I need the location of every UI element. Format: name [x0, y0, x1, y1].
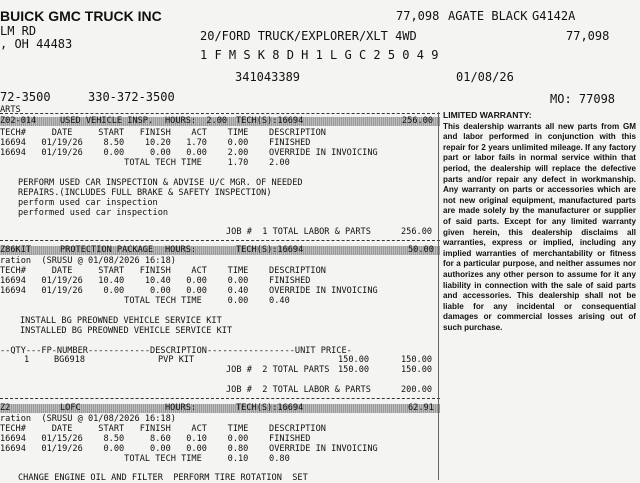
job-note: INSTALLED BG PREOWNED VEHICLE SERVICE KIT — [20, 326, 233, 336]
limited-warranty — [443, 110, 636, 333]
job-hours: HOURS: — [165, 245, 197, 255]
parts-total-extended: 150.00 — [401, 365, 433, 375]
warranty-divider — [438, 112, 439, 480]
parts-header: --QTY---FP-NUMBER------------DESCRIPTION-----------------UNIT PRICE- — [0, 346, 352, 356]
tech-row: 16694 01/19/26 10.40 10.40 0.00 0.00 FINISHED — [0, 276, 311, 286]
tech-header: TECH# DATE START FINISH ACT TIME DESCRIPTION — [0, 128, 326, 138]
job-code: Z86KIT — [0, 245, 32, 255]
part-number: BG6918 — [54, 355, 86, 365]
warranty-text: This dealership warrants all new parts from GM and labor performed in conjunction with this repair for 2 years unlimited mileage. If any factory part or labor fails in normal service within that period, the dealership will replace the defective parts and/or repair any defect in workmanship. Any warranty on parts or accessories which are not new original equipment, manufactured parts are made solely by the manufacturer or supplier of said parts. Except for any limited warranty given herein, this dealership disclaims all warranties, express or implied, including any implied warranties of merchantability or fitness for a particular purpose, and neither assumes nor authorizes any other person to assume for it any liability in connection with the sale of said parts and accessories. This dealership shall not be liable for any incidental or consequential damages or commercial losses arising out of such purchase. — [443, 121, 636, 332]
address-line1: LM RD — [0, 24, 37, 38]
job-code: Z02-014 — [0, 116, 37, 126]
tech-total: TOTAL TECH TIME 0.00 0.40 — [0, 296, 290, 306]
tech-header: TECH# DATE START FINISH ACT TIME DESCRIPTION — [0, 266, 326, 276]
job-desc: LOFC — [60, 403, 81, 413]
mileage-secondary: 77,098 — [566, 29, 610, 43]
part-unit-price: 150.00 — [338, 355, 370, 365]
job-bar-1 — [0, 117, 440, 126]
tech-total: TOTAL TECH TIME 0.10 0.80 — [0, 454, 290, 464]
job-bar-3 — [0, 404, 440, 413]
divider — [0, 240, 440, 241]
mo-number: MO: 77098 — [550, 92, 616, 106]
job-tech: TECH(S):16694 — [236, 245, 304, 255]
stock-number: G4142A — [532, 9, 576, 23]
job-amount: 62.91 — [408, 403, 434, 413]
tech-total: TOTAL TECH TIME 1.70 2.00 — [0, 158, 290, 168]
warranty-title: LIMITED WARRANTY: — [443, 110, 532, 120]
job-desc: USED VEHICLE INSP. — [60, 116, 154, 126]
tech-row: 16694 01/19/26 0.00 0.00 0.00 2.00 OVERRIDE IN INVOICING — [0, 148, 378, 158]
mileage: 77,098 — [396, 9, 440, 23]
tech-row: 16694 01/15/26 8.50 8.60 0.10 0.00 FINISHED — [0, 434, 311, 444]
job-amount: 50.00 — [408, 245, 434, 255]
job-note: performed used car inspection — [18, 208, 169, 218]
job-note: CHANGE ENGINE OIL AND FILTER PERFORM TIRE ROTATION SET — [18, 473, 308, 483]
vehicle-description: 20/FORD TRUCK/EXPLORER/XLT 4WD — [200, 29, 417, 43]
job-note: INSTALL BG PREOWNED VEHICLE SERVICE KIT — [20, 316, 222, 326]
job-tech: TECH(S):16694 — [236, 403, 304, 413]
address-line2: , OH 44483 — [0, 37, 73, 51]
tech-header: TECH# DATE START FINISH ACT TIME DESCRIPTION — [0, 424, 326, 434]
phone-1: 72-3500 — [0, 90, 51, 104]
operation-note: ration (SRUSU @ 01/08/2026 16:18) — [0, 256, 176, 266]
ro-number: 341043389 — [235, 70, 301, 84]
job-note: REPAIRS.(INCLUDES FULL BRAKE & SAFETY INSPECTION) — [18, 188, 272, 198]
parts-label: ARTS — [0, 105, 21, 115]
job-total-label: JOB # 2 TOTAL LABOR & PARTS — [226, 385, 371, 395]
parts-total-price: 150.00 — [338, 365, 370, 375]
parts-total-label: JOB # 2 TOTAL PARTS — [226, 365, 330, 375]
ro-date: 01/08/26 — [456, 70, 514, 84]
job-code: Z2 — [0, 403, 11, 413]
part-extended: 150.00 — [401, 355, 433, 365]
job-note: perform used car inspection — [18, 198, 158, 208]
job-note: PERFORM USED CAR INSPECTION & ADVISE U/C MGR. OF NEEDED — [18, 178, 303, 188]
operation-note: ration (SRUSU @ 01/08/2026 16:18) — [0, 414, 176, 424]
vehicle-color: AGATE BLACK — [448, 9, 528, 23]
job-total-amount: 256.00 — [401, 227, 433, 237]
job-bar-2 — [0, 246, 440, 255]
phone-2: 330-372-3500 — [88, 90, 175, 104]
divider — [0, 113, 440, 114]
tech-row: 16694 01/19/26 0.00 0.00 0.00 0.80 OVERRIDE IN INVOICING — [0, 444, 378, 454]
job-desc: PROTECTION PACKAGE — [60, 245, 154, 255]
tech-row: 16694 01/19/26 8.50 10.20 1.70 0.00 FINISHED — [0, 138, 311, 148]
job-tech: TECH(S):16694 — [236, 116, 304, 126]
job-amount: 256.00 — [402, 116, 434, 126]
dealer-name: BUICK GMC TRUCK INC — [0, 8, 162, 24]
part-description: PVP KIT — [158, 355, 195, 365]
vin: 1 F M S K 8 D H 1 L G C 2 5 0 4 9 — [200, 48, 439, 62]
job-total-amount: 200.00 — [401, 385, 433, 395]
job-total-label: JOB # 1 TOTAL LABOR & PARTS — [226, 227, 371, 237]
job-hours: HOURS: 2.00 — [165, 116, 228, 126]
part-qty: 1 — [24, 355, 30, 365]
tech-row: 16694 01/19/26 0.00 0.00 0.00 0.40 OVERRIDE IN INVOICING — [0, 286, 378, 296]
job-hours: HOURS: — [165, 403, 197, 413]
divider — [0, 398, 440, 399]
